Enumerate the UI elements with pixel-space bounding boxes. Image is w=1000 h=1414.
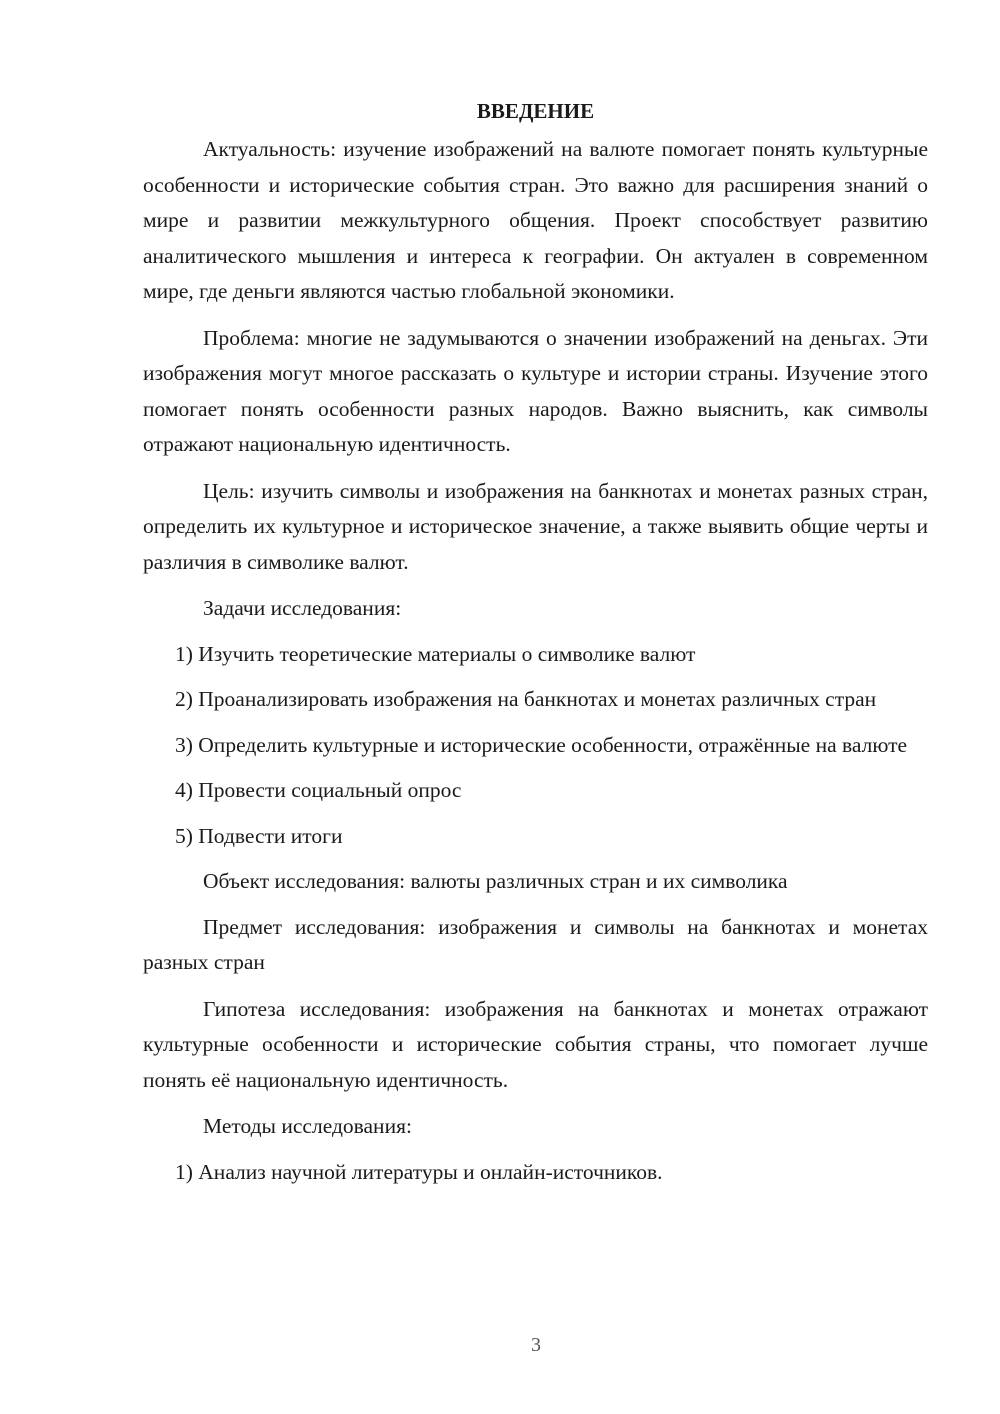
goal-paragraph: Цель: изучить символы и изображения на банкнотах и монетах разных стран, определить их культурное и историческое значение, а также выявить общие черты и различия в символике валют. (143, 478, 928, 574)
problem-paragraph: Проблема: многие не задумываются о значении изображений на деньгах. Эти изображения могут многое рассказать о культуре и истории страны. Изучение этого помогает понять особенности разных народов. Важно выяснить, как символы отражают национальную идентичность. (143, 325, 928, 456)
subject-paragraph: Предмет исследования: изображения и символы на банкнотах и монетах разных стран (143, 914, 928, 974)
tasks-heading: Задачи исследования: (203, 596, 402, 620)
page-number: 3 (531, 1334, 541, 1356)
hypothesis-paragraph: Гипотеза исследования: изображения на банкнотах и монетах отражают культурные особенности и исторические события страны, что помогает лучше понять её национальную идентичность. (143, 996, 928, 1092)
section-title: ВВЕДЕНИЕ (476, 99, 595, 123)
task-item-3: 3) Определить культурные и исторические особенности, отражённые на валюте (175, 732, 908, 757)
page-content (143, 96, 928, 1200)
task-item-2: 2) Проанализировать изображения на банкнотах и монетах различных стран (175, 687, 877, 711)
task-item-1: 1) Изучить теоретические материалы о символике валют (175, 641, 696, 666)
object-paragraph: Объект исследования: валюты различных стран и их символика (203, 869, 788, 893)
method-item-1: 1) Анализ научной литературы и онлайн-источников. (175, 1159, 663, 1184)
relevance-paragraph: Актуальность: изучение изображений на валюте помогает понять культурные особенности и исторические события стран. Это важно для расширения знаний о мире и развитии межкультурного общения. Проект способствует развитию аналитического мышления и интереса к географии. Он актуален в современном мире, где деньги являются частью глобальной экономики. (143, 137, 928, 303)
methods-heading: Методы исследования: (203, 1114, 412, 1138)
task-item-5: 5) Подвести итоги (175, 823, 343, 848)
task-item-4: 4) Провести социальный опрос (175, 778, 462, 802)
